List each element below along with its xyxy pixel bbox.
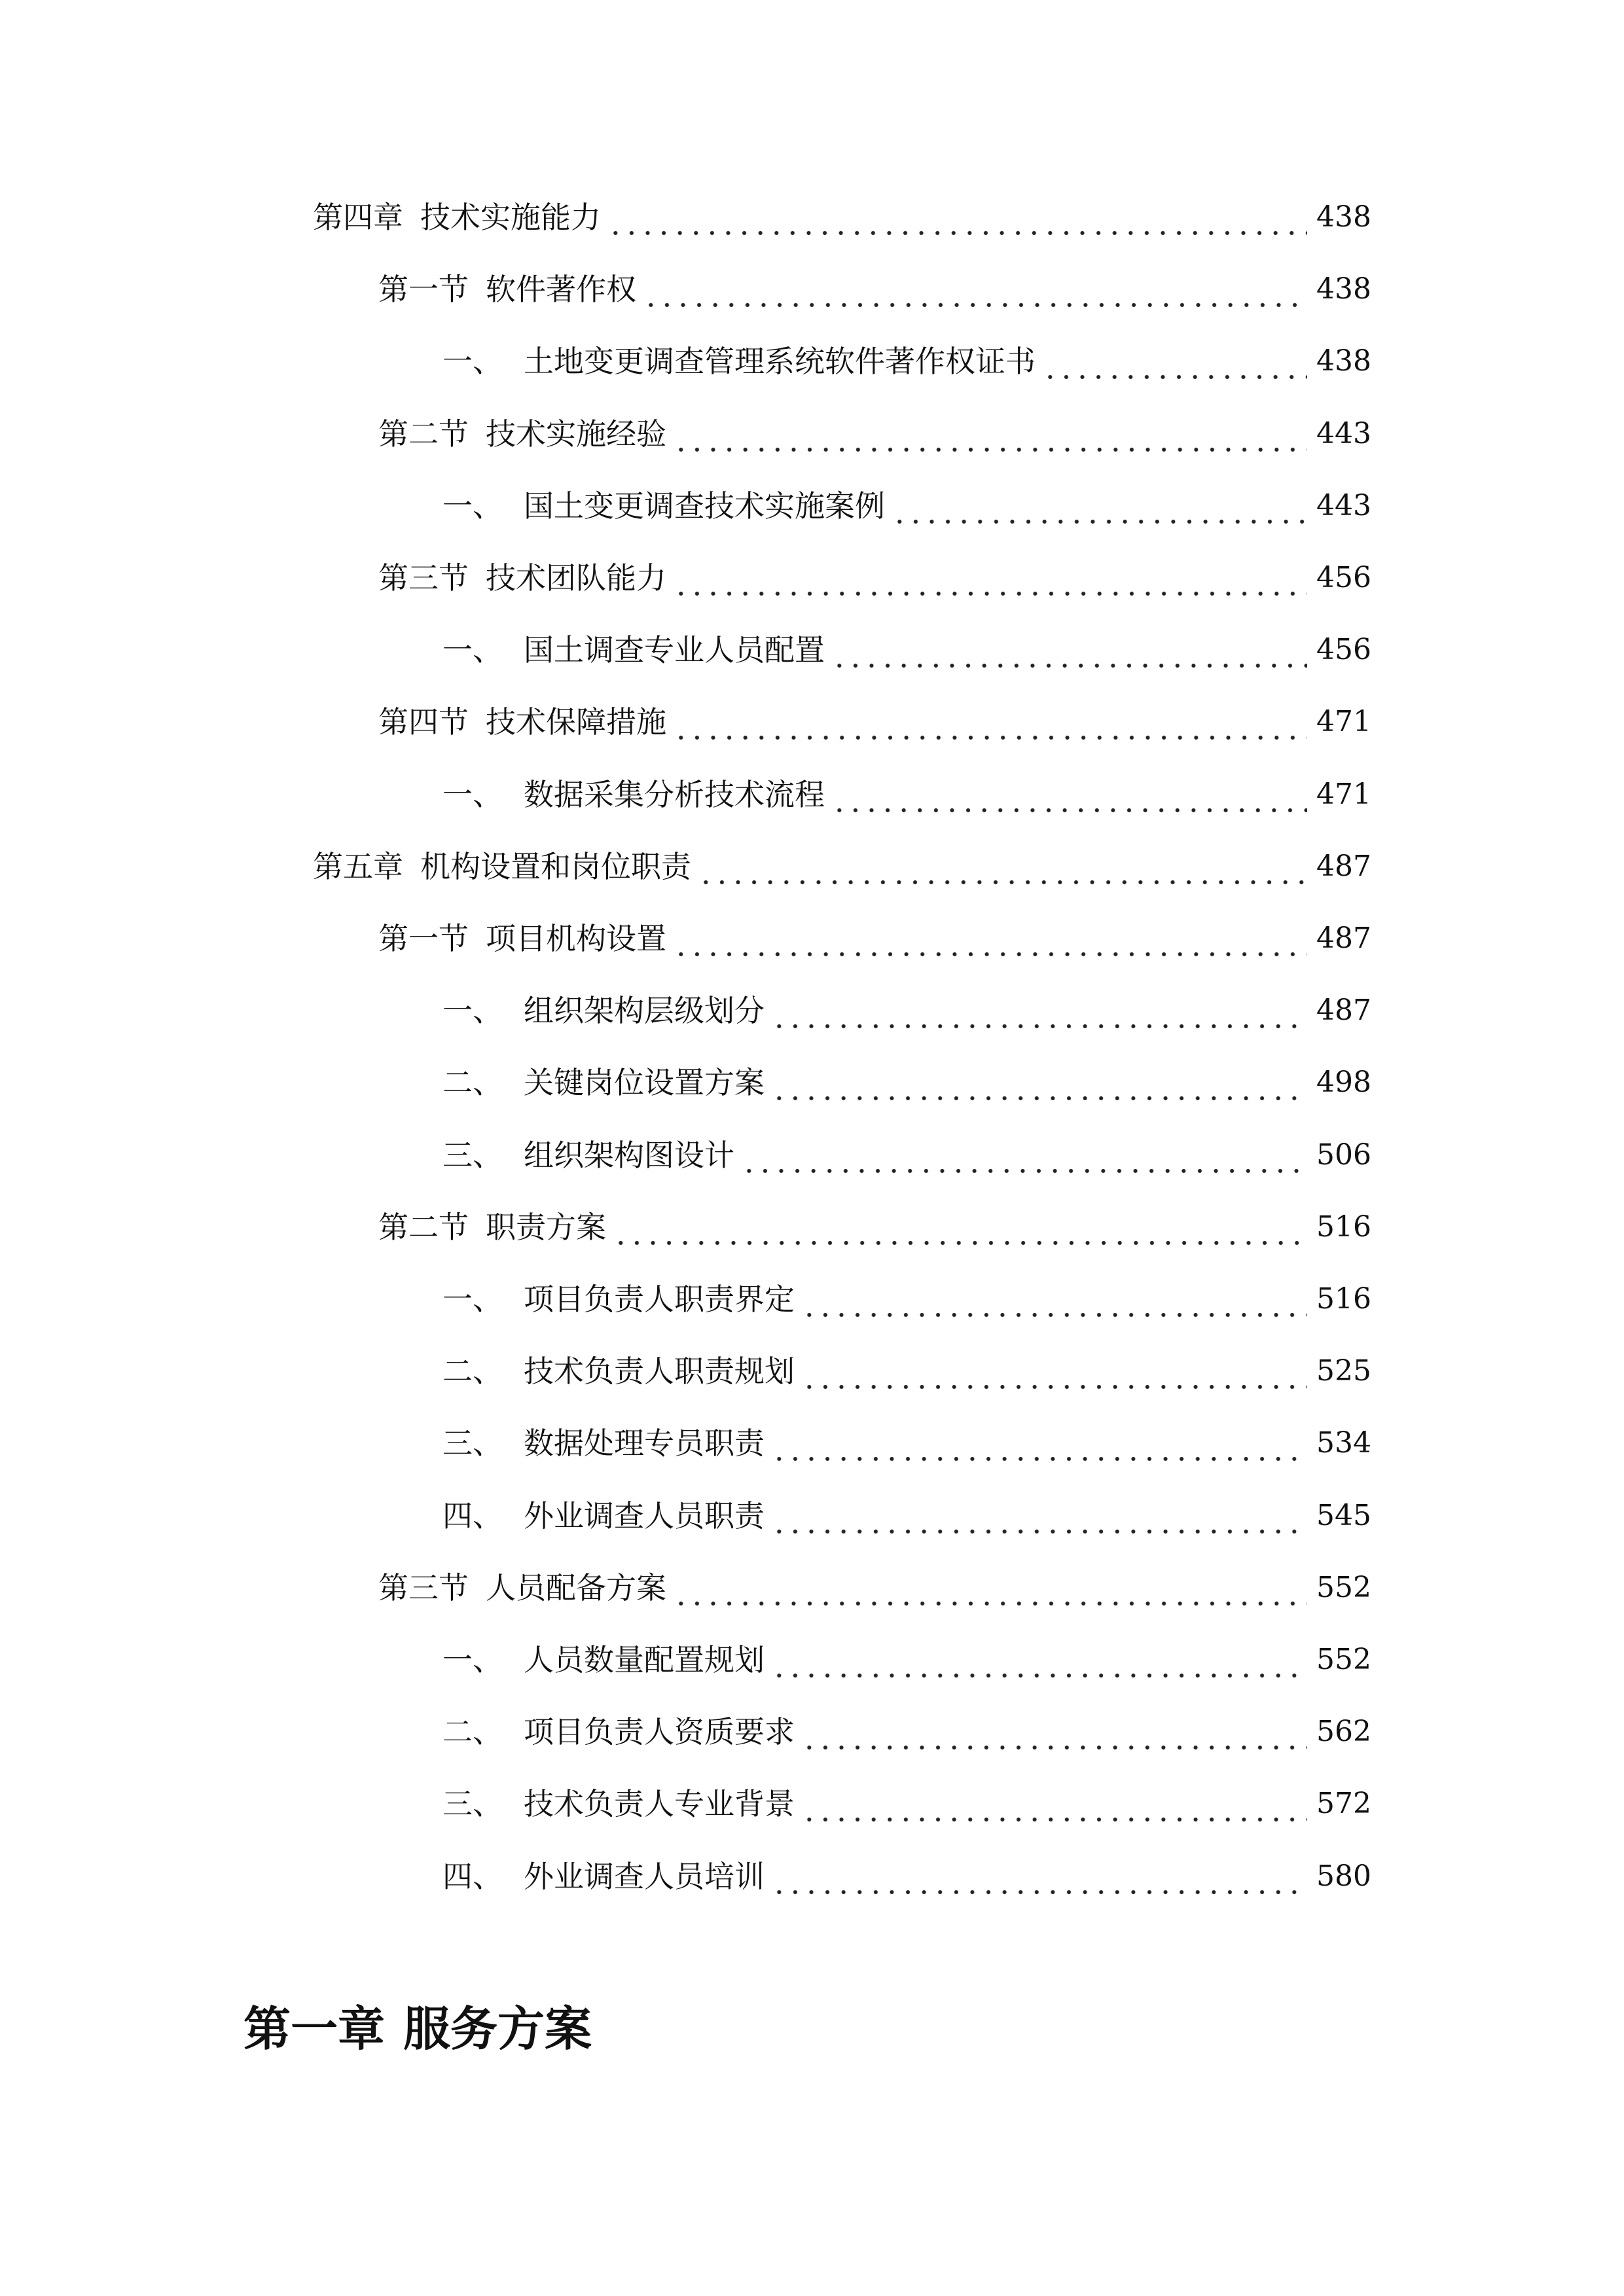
toc-entry[interactable]	[442, 1706, 1371, 1758]
toc-entry[interactable]	[442, 1345, 1371, 1397]
toc-entry-title: 数据处理专员职责	[524, 1426, 765, 1461]
toc-entry-title: 人员数量配置规划	[524, 1642, 765, 1677]
toc-entry-title: 职责方案	[486, 1210, 606, 1245]
toc-entry-number: 一、	[442, 1282, 503, 1317]
toc-entry-page: 552	[1316, 1571, 1371, 1604]
toc-entry[interactable]	[442, 768, 1371, 821]
toc-dot-leader	[673, 408, 1307, 460]
toc-entry-page: 438	[1316, 272, 1371, 306]
toc-entry[interactable]	[378, 263, 1371, 315]
toc-dot-leader	[643, 263, 1307, 315]
toc-entry-number: 二、	[442, 1714, 503, 1749]
toc-entry[interactable]	[442, 984, 1371, 1037]
toc-entry-title: 技术负责人专业背景	[524, 1786, 795, 1821]
toc-dot-leader	[831, 624, 1307, 676]
toc-entry-page: 443	[1316, 489, 1371, 522]
toc-entry-title: 技术实施经验	[486, 416, 666, 452]
toc-entry[interactable]	[442, 1056, 1371, 1109]
toc-dot-leader	[698, 840, 1307, 893]
toc-entry[interactable]	[378, 696, 1371, 748]
toc-entry-number: 一、	[442, 993, 503, 1028]
toc-entry-page: 498	[1316, 1066, 1371, 1099]
toc-entry-title: 土地变更调查管理系统软件著作权证书	[524, 344, 1036, 379]
toc-entry-number: 第四节	[378, 704, 469, 740]
toc-entry-title: 项目负责人资质要求	[524, 1714, 795, 1749]
toc-entry-page: 552	[1316, 1643, 1371, 1676]
toc-entry-page: 580	[1316, 1859, 1371, 1893]
toc-entry-page: 443	[1316, 417, 1371, 450]
toc-entry-page: 487	[1316, 850, 1371, 883]
toc-entry-page: 487	[1316, 994, 1371, 1027]
toc-entry-page: 471	[1316, 778, 1371, 811]
toc-entry[interactable]	[378, 552, 1371, 604]
toc-dot-leader	[801, 1778, 1307, 1830]
toc-dot-leader	[673, 552, 1307, 604]
toc-entry-number: 第三节	[378, 560, 469, 596]
toc-dot-leader	[771, 1634, 1307, 1686]
toc-entry-number: 三、	[442, 1426, 503, 1461]
toc-entry[interactable]	[442, 1417, 1371, 1469]
toc-entry[interactable]	[442, 1273, 1371, 1325]
toc-entry-page: 438	[1316, 200, 1371, 234]
toc-entry-page: 516	[1316, 1282, 1371, 1316]
toc-entry[interactable]	[442, 480, 1371, 532]
toc-entry-title: 技术保障措施	[486, 704, 666, 740]
toc-entry[interactable]	[378, 912, 1371, 965]
toc-dot-leader	[1042, 335, 1307, 387]
toc-entry[interactable]	[313, 191, 1371, 243]
toc-entry-page: 506	[1316, 1138, 1371, 1172]
toc-dot-leader	[673, 1562, 1307, 1614]
toc-entry-number: 二、	[442, 1354, 503, 1389]
toc-entry[interactable]	[442, 1490, 1371, 1542]
chapter-number: 第一章	[244, 2001, 386, 2056]
toc-entry-page: 471	[1316, 705, 1371, 738]
toc-entry-title: 机构设置和岗位职责	[420, 849, 691, 884]
toc-dot-leader	[771, 1490, 1307, 1542]
toc-entry-title: 软件著作权	[486, 272, 636, 307]
toc-entry[interactable]	[313, 840, 1371, 893]
toc-entry-page: 516	[1316, 1210, 1371, 1244]
toc-entry-number: 一、	[442, 632, 503, 668]
toc-entry-number: 第一节	[378, 272, 469, 307]
toc-dot-leader	[771, 1056, 1307, 1109]
toc-entry-title: 组织架构图设计	[524, 1138, 734, 1173]
toc-entry-title: 组织架构层级划分	[524, 993, 765, 1028]
toc-entry[interactable]	[378, 408, 1371, 460]
toc-entry-number: 三、	[442, 1138, 503, 1173]
toc-entry-number: 第三节	[378, 1570, 469, 1605]
toc-entry-number: 四、	[442, 1498, 503, 1534]
toc-entry[interactable]	[442, 335, 1371, 387]
toc-dot-leader	[741, 1129, 1307, 1181]
toc-entry-page: 534	[1316, 1426, 1371, 1460]
toc-entry-number: 一、	[442, 777, 503, 812]
toc-dot-leader	[892, 480, 1307, 532]
toc-dot-leader	[673, 696, 1307, 748]
toc-dot-leader	[673, 912, 1307, 965]
toc-entry-title: 项目机构设置	[486, 921, 666, 956]
toc-dot-leader	[771, 1417, 1307, 1469]
toc-entry-title: 技术负责人职责规划	[524, 1354, 795, 1389]
toc-entry-page: 525	[1316, 1354, 1371, 1388]
toc-entry[interactable]	[378, 1562, 1371, 1614]
toc-entry-page: 438	[1316, 344, 1371, 378]
toc-entry-title: 外业调查人员职责	[524, 1498, 765, 1534]
toc-dot-leader	[801, 1273, 1307, 1325]
toc-entry-title: 国土调查专业人员配置	[524, 632, 825, 668]
toc-dot-leader	[771, 984, 1307, 1037]
toc-entry-number: 第二节	[378, 1210, 469, 1245]
toc-dot-leader	[771, 1850, 1307, 1903]
chapter-title: 服务方案	[403, 2001, 592, 2056]
toc-entry[interactable]	[442, 1778, 1371, 1830]
toc-dot-leader	[801, 1706, 1307, 1758]
toc-entry-number: 第四章	[313, 200, 403, 235]
toc-entry-title: 外业调查人员培训	[524, 1859, 765, 1894]
toc-entry[interactable]	[442, 1634, 1371, 1686]
toc-entry-page: 572	[1316, 1787, 1371, 1820]
toc-entry-number: 一、	[442, 344, 503, 379]
toc-entry-title: 关键岗位设置方案	[524, 1065, 765, 1100]
toc-entry-number: 四、	[442, 1859, 503, 1894]
toc-entry-page: 456	[1316, 633, 1371, 666]
toc-entry-number: 二、	[442, 1065, 503, 1100]
toc-dot-leader	[801, 1345, 1307, 1397]
toc-entry-title: 技术团队能力	[486, 560, 666, 596]
toc-entry-number: 第五章	[313, 849, 403, 884]
toc-entry-number: 三、	[442, 1786, 503, 1821]
toc-entry[interactable]	[378, 1201, 1371, 1253]
toc-entry-number: 一、	[442, 1642, 503, 1677]
toc-dot-leader	[831, 768, 1307, 821]
toc-entry-page: 456	[1316, 561, 1371, 594]
toc-entry-number: 一、	[442, 488, 503, 524]
chapter-heading	[244, 1996, 592, 2062]
toc-entry[interactable]	[442, 624, 1371, 676]
toc-entry-number: 第一节	[378, 921, 469, 956]
toc-entry-title: 项目负责人职责界定	[524, 1282, 795, 1317]
toc-entry-title: 国土变更调查技术实施案例	[524, 488, 885, 524]
toc-entry-number: 第二节	[378, 416, 469, 452]
toc-dot-leader	[613, 1201, 1307, 1253]
toc-entry-page: 562	[1316, 1715, 1371, 1748]
toc-entry-page: 545	[1316, 1499, 1371, 1532]
toc-entry[interactable]	[442, 1129, 1371, 1181]
toc-entry-title: 人员配备方案	[486, 1570, 666, 1605]
toc-entry-title: 技术实施能力	[420, 200, 601, 235]
toc-entry-page: 487	[1316, 922, 1371, 955]
toc-entry[interactable]	[442, 1850, 1371, 1903]
toc-entry-title: 数据采集分析技术流程	[524, 777, 825, 812]
toc-dot-leader	[607, 191, 1307, 243]
